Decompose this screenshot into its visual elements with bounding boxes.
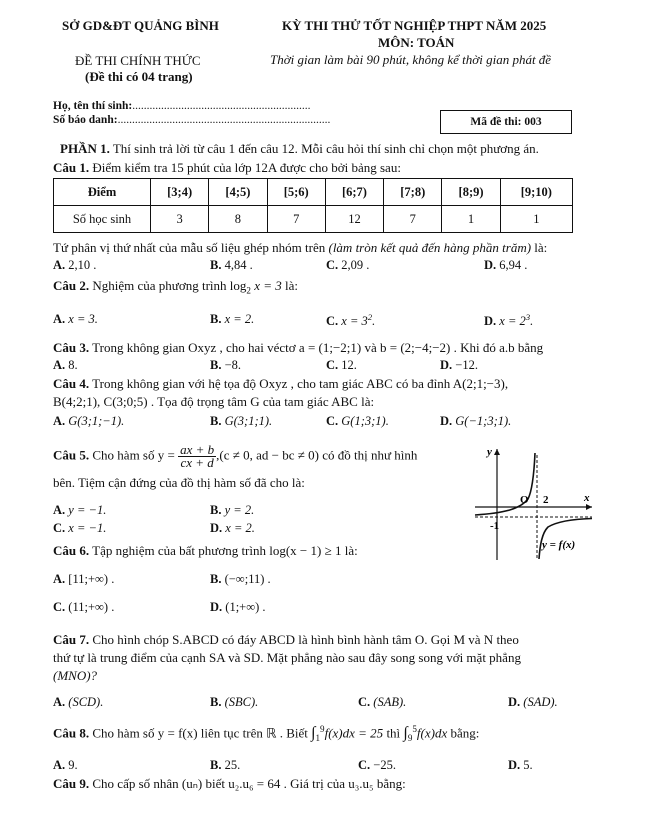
q8-option-a[interactable]: A. 9. bbox=[53, 758, 78, 772]
question-9-stem: Câu 9. Cho cấp số nhân (uₙ) biết u₂.u₆ = 64 . Giá trị của u₃.u₅ bằng: bbox=[53, 776, 406, 791]
q2-option-b[interactable]: B. x = 2. bbox=[210, 312, 255, 326]
q3-option-b[interactable]: B. −8. bbox=[210, 358, 242, 372]
q8-option-c[interactable]: C. −25. bbox=[358, 758, 396, 772]
q3-option-a[interactable]: A. 8. bbox=[53, 358, 78, 372]
candidate-name-label: Họ, tên thí sinh:.............................................................. bbox=[53, 100, 311, 112]
exam-title: KỲ THI THỬ TỐT NGHIỆP THPT NĂM 2025 bbox=[282, 18, 547, 33]
question-1-stem: Câu 1. Điểm kiểm tra 15 phút của lớp 12A được cho bởi bảng sau: bbox=[53, 160, 401, 175]
question-5-stem: Câu 5. Cho hàm số y = $\frac{ax + b}{cx + d}$ ,(c ≠ 0, ad − bc ≠ 0) có đồ thị như hình bbox=[53, 442, 418, 470]
q3-option-d[interactable]: D. −12. bbox=[440, 358, 478, 372]
subject: MÔN: TOÁN bbox=[378, 35, 455, 50]
q7-option-b[interactable]: B. (SBC). bbox=[210, 695, 259, 709]
table-header-score: Điểm bbox=[54, 179, 151, 206]
origin-label: O bbox=[520, 494, 529, 506]
candidate-number-label: Số báo danh:.......................................................................... bbox=[53, 114, 331, 126]
q1-option-d[interactable]: D. 6,94 . bbox=[484, 258, 528, 272]
time-note: Thời gian làm bài 90 phút, không kể thời gian phát đề bbox=[270, 52, 552, 67]
q1-option-c[interactable]: C. 2,09 . bbox=[326, 258, 370, 272]
question-2-stem: Câu 2. Nghiệm của phương trình $\log_2 x = 3$ là: bbox=[53, 278, 298, 296]
question-4-stem-line2: B(4;2;1), C(3;0;5) . Tọa độ trọng tâm G của tam giác ABC là: bbox=[53, 394, 375, 409]
q2-option-c[interactable]: C. $x = 3^2$. bbox=[326, 312, 376, 329]
q1-option-b[interactable]: B. 4,84 . bbox=[210, 258, 253, 272]
table-cell: [7;8) bbox=[384, 179, 442, 206]
x-axis-label: x bbox=[584, 492, 590, 504]
score-frequency-table bbox=[53, 178, 573, 233]
q6-option-a[interactable]: A. [11;+∞) . bbox=[53, 572, 115, 586]
fraction: $\frac{ax + b}{cx + d}$ bbox=[180, 442, 215, 470]
table-cell: [6;7) bbox=[325, 179, 383, 206]
q4-option-c[interactable]: C. G(1;3;1). bbox=[326, 414, 389, 428]
q2-option-d[interactable]: D. $x = 2^3$. bbox=[484, 312, 534, 329]
question-5-stem-line2: bên. Tiệm cận đứng của đồ thị hàm số đã cho là: bbox=[53, 475, 305, 490]
integral-sign: ∫ bbox=[311, 724, 316, 742]
y-tick-label: -1 bbox=[490, 520, 500, 532]
question-1-question: Tứ phân vị thứ nhất của mẫu số liệu ghép nhóm trên (làm tròn kết quả đến hàng phần trăm) là: bbox=[53, 240, 548, 255]
part1-instruction: PHẦN 1. Thí sinh trả lời từ câu 1 đến câu 12. Mỗi câu hỏi thí sinh chỉ chọn một phương án. bbox=[60, 141, 539, 156]
integral-sign: ∫ bbox=[403, 724, 408, 742]
table-cell: 8 bbox=[209, 206, 267, 233]
q3-option-c[interactable]: C. 12. bbox=[326, 358, 357, 372]
q1-option-a[interactable]: A. 2,10 . bbox=[53, 258, 97, 272]
table-cell: 3 bbox=[151, 206, 209, 233]
department-name: SỞ GD&ĐT QUẢNG BÌNH bbox=[62, 18, 219, 33]
table-cell: 7 bbox=[384, 206, 442, 233]
q7-option-d[interactable]: D. (SAD). bbox=[508, 695, 558, 709]
question-6-stem: Câu 6. Tập nghiệm của bất phương trình log(x − 1) ≥ 1 là: bbox=[53, 543, 358, 558]
q2-option-a[interactable]: A. x = 3. bbox=[53, 312, 98, 326]
x-axis-arrow bbox=[586, 504, 592, 510]
question-7-stem-line2: thứ tự là trung điểm của cạnh SA và SD. Mặt phẳng nào sau đây song song với mặt phẳng bbox=[53, 650, 521, 665]
q4-option-a[interactable]: A. G(3;1;−1). bbox=[53, 414, 125, 428]
question-7-stem-line3: (MNO)? bbox=[53, 668, 98, 683]
q6-option-b[interactable]: B. (−∞;11) . bbox=[210, 572, 271, 586]
curve-label: y = f(x) bbox=[542, 539, 576, 551]
table-cell: [3;4) bbox=[151, 179, 209, 206]
q7-option-a[interactable]: A. (SCD). bbox=[53, 695, 104, 709]
table-cell: [8;9) bbox=[442, 179, 500, 206]
table-row bbox=[54, 206, 573, 233]
function-graph bbox=[470, 445, 595, 565]
official-exam-label: ĐỀ THI CHÍNH THỨC bbox=[75, 53, 201, 68]
question-7-stem-line1: Câu 7. Cho hình chóp S.ABCD có đáy ABCD là hình bình hành tâm O. Gọi M và N theo bbox=[53, 632, 519, 647]
question-3-stem: Câu 3. Trong không gian Oxyz , cho hai véctơ a = (1;−2;1) và b = (2;−4;−2) . Khi đó a.b bằng bbox=[53, 340, 544, 355]
q5-option-d[interactable]: D. x = 2. bbox=[210, 521, 255, 535]
table-cell: [4;5) bbox=[209, 179, 267, 206]
q8-option-b[interactable]: B. 25. bbox=[210, 758, 241, 772]
table-cell: 1 bbox=[442, 206, 500, 233]
q4-option-d[interactable]: D. G(−1;3;1). bbox=[440, 414, 512, 428]
question-8-stem: Câu 8. Cho hàm số y = f(x) liên tục trên ℝ . Biết $\int_1^9f(x)dx = 25$ thì $\int_9^5f(x)dx$ bằng: bbox=[53, 724, 480, 743]
question-4-stem-line1: Câu 4. Trong không gian với hệ tọa độ Oxyz , cho tam giác ABC có ba đỉnh A(2;1;−3), bbox=[53, 376, 509, 391]
q5-option-a[interactable]: A. y = −1. bbox=[53, 503, 107, 517]
q8-option-d[interactable]: D. 5. bbox=[508, 758, 533, 772]
pages-note: (Đề thi có 04 trang) bbox=[85, 69, 193, 84]
table-row bbox=[54, 179, 573, 206]
q4-option-b[interactable]: B. G(3;1;1). bbox=[210, 414, 273, 428]
y-axis-label: y bbox=[487, 446, 492, 458]
table-cell: 1 bbox=[500, 206, 572, 233]
table-cell: [5;6) bbox=[267, 179, 325, 206]
q7-option-c[interactable]: C. (SAB). bbox=[358, 695, 407, 709]
exam-code-box: Mã đề thi: 003 bbox=[440, 110, 572, 134]
q6-option-c[interactable]: C. (11;+∞) . bbox=[53, 600, 115, 614]
y-axis-arrow bbox=[494, 449, 500, 455]
q5-option-b[interactable]: B. y = 2. bbox=[210, 503, 255, 517]
table-header-students: Số học sinh bbox=[54, 206, 151, 233]
table-cell: [9;10) bbox=[500, 179, 572, 206]
q6-option-d[interactable]: D. (1;+∞) . bbox=[210, 600, 266, 614]
table-cell: 12 bbox=[325, 206, 383, 233]
q5-option-c[interactable]: C. x = −1. bbox=[53, 521, 107, 535]
x-tick-label: 2 bbox=[543, 494, 549, 506]
table-cell: 7 bbox=[267, 206, 325, 233]
